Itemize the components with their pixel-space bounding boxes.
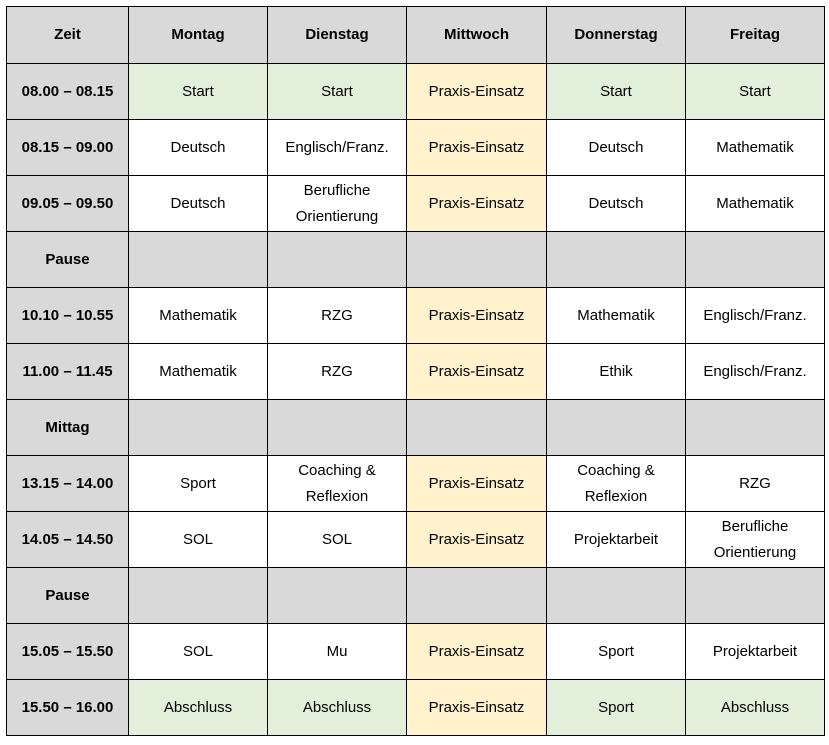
lesson-cell-donnerstag: Deutsch [547, 176, 686, 232]
lesson-cell-dienstag: RZG [268, 344, 407, 400]
lesson-cell-dienstag: Englisch/Franz. [268, 120, 407, 176]
lesson-cell-freitag: RZG [686, 456, 825, 512]
break-row [7, 400, 825, 456]
break-label: Pause [7, 568, 129, 624]
lesson-cell-mittwoch: Praxis-Einsatz [407, 680, 547, 736]
lesson-cell-donnerstag: Coaching & Reflexion [547, 456, 686, 512]
table-row [7, 680, 825, 736]
lesson-cell-dienstag: Coaching & Reflexion [268, 456, 407, 512]
table-row [7, 512, 825, 568]
lesson-cell-freitag: Projektarbeit [686, 624, 825, 680]
break-cell [129, 568, 268, 624]
break-cell [268, 400, 407, 456]
lesson-cell-montag: Start [129, 64, 268, 120]
time-cell: 08.15 – 09.00 [7, 120, 129, 176]
table-row [7, 288, 825, 344]
break-cell [686, 400, 825, 456]
lesson-cell-donnerstag: Mathematik [547, 288, 686, 344]
lesson-cell-mittwoch: Praxis-Einsatz [407, 176, 547, 232]
break-cell [407, 400, 547, 456]
time-cell: 15.50 – 16.00 [7, 680, 129, 736]
break-cell [686, 232, 825, 288]
lesson-cell-mittwoch: Praxis-Einsatz [407, 120, 547, 176]
table-row [7, 64, 825, 120]
break-cell [547, 568, 686, 624]
break-cell [407, 232, 547, 288]
timetable [6, 6, 825, 736]
lesson-cell-freitag: Start [686, 64, 825, 120]
header-freitag: Freitag [686, 7, 825, 64]
lesson-cell-dienstag: Berufliche Orientierung [268, 176, 407, 232]
header-row [7, 7, 825, 64]
break-label: Mittag [7, 400, 129, 456]
lesson-cell-mittwoch: Praxis-Einsatz [407, 624, 547, 680]
time-cell: 11.00 – 11.45 [7, 344, 129, 400]
lesson-cell-dienstag: Mu [268, 624, 407, 680]
lesson-cell-donnerstag: Deutsch [547, 120, 686, 176]
break-cell [268, 568, 407, 624]
break-cell [547, 400, 686, 456]
break-row [7, 232, 825, 288]
table-row [7, 344, 825, 400]
lesson-cell-dienstag: Start [268, 64, 407, 120]
lesson-cell-montag: Mathematik [129, 344, 268, 400]
time-cell: 09.05 – 09.50 [7, 176, 129, 232]
timetable-body [7, 64, 825, 736]
lesson-cell-montag: Mathematik [129, 288, 268, 344]
lesson-cell-dienstag: RZG [268, 288, 407, 344]
lesson-cell-freitag: Abschluss [686, 680, 825, 736]
header-mittwoch: Mittwoch [407, 7, 547, 64]
time-cell: 14.05 – 14.50 [7, 512, 129, 568]
time-cell: 15.05 – 15.50 [7, 624, 129, 680]
lesson-cell-montag: SOL [129, 624, 268, 680]
header-donnerstag: Donnerstag [547, 7, 686, 64]
break-cell [129, 400, 268, 456]
lesson-cell-montag: Abschluss [129, 680, 268, 736]
table-row [7, 176, 825, 232]
lesson-cell-freitag: Mathematik [686, 176, 825, 232]
lesson-cell-donnerstag: Ethik [547, 344, 686, 400]
time-cell: 13.15 – 14.00 [7, 456, 129, 512]
lesson-cell-montag: Sport [129, 456, 268, 512]
break-cell [268, 232, 407, 288]
break-cell [547, 232, 686, 288]
lesson-cell-dienstag: SOL [268, 512, 407, 568]
header-zeit: Zeit [7, 7, 129, 64]
break-cell [407, 568, 547, 624]
table-row [7, 456, 825, 512]
break-cell [686, 568, 825, 624]
lesson-cell-mittwoch: Praxis-Einsatz [407, 512, 547, 568]
lesson-cell-donnerstag: Projektarbeit [547, 512, 686, 568]
break-row [7, 568, 825, 624]
lesson-cell-mittwoch: Praxis-Einsatz [407, 64, 547, 120]
lesson-cell-montag: Deutsch [129, 176, 268, 232]
lesson-cell-montag: SOL [129, 512, 268, 568]
lesson-cell-mittwoch: Praxis-Einsatz [407, 456, 547, 512]
lesson-cell-mittwoch: Praxis-Einsatz [407, 288, 547, 344]
lesson-cell-donnerstag: Sport [547, 680, 686, 736]
time-cell: 08.00 – 08.15 [7, 64, 129, 120]
lesson-cell-freitag: Mathematik [686, 120, 825, 176]
header-dienstag: Dienstag [268, 7, 407, 64]
lesson-cell-donnerstag: Start [547, 64, 686, 120]
lesson-cell-mittwoch: Praxis-Einsatz [407, 344, 547, 400]
lesson-cell-donnerstag: Sport [547, 624, 686, 680]
lesson-cell-montag: Deutsch [129, 120, 268, 176]
break-label: Pause [7, 232, 129, 288]
table-row [7, 624, 825, 680]
header-montag: Montag [129, 7, 268, 64]
table-row [7, 120, 825, 176]
time-cell: 10.10 – 10.55 [7, 288, 129, 344]
break-cell [129, 232, 268, 288]
lesson-cell-freitag: Englisch/Franz. [686, 344, 825, 400]
lesson-cell-dienstag: Abschluss [268, 680, 407, 736]
lesson-cell-freitag: Englisch/Franz. [686, 288, 825, 344]
lesson-cell-freitag: Berufliche Orientierung [686, 512, 825, 568]
